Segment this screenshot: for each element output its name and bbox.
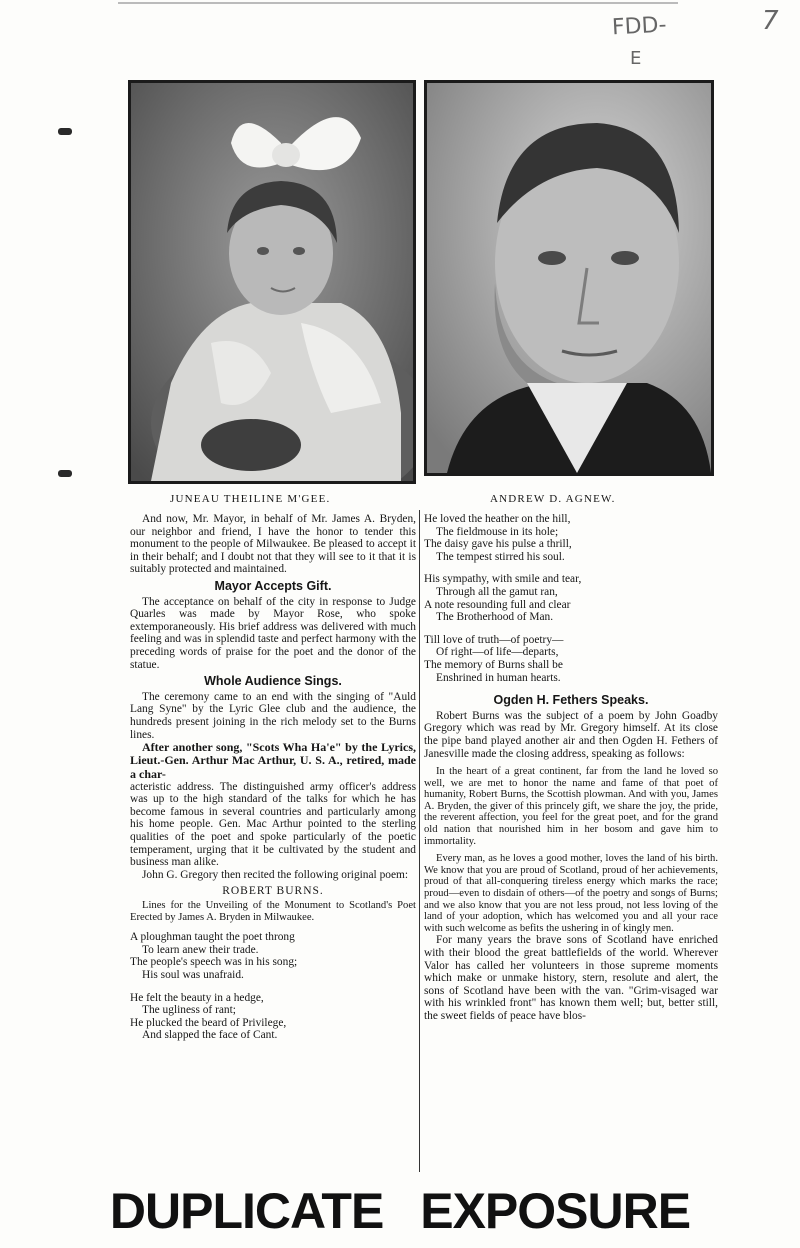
handwritten-mark-sub: E: [630, 48, 642, 69]
stamp-word: EXPOSURE: [420, 1183, 691, 1239]
column-divider: [419, 510, 420, 1172]
caption-left-photo: JUNEAU THEILINE M'GEE.: [170, 493, 331, 505]
punch-hole-mark: [58, 128, 72, 135]
poem-line: And slapped the face of Cant.: [142, 1029, 278, 1042]
poem-line: The daisy gave his pulse a thrill,: [424, 538, 572, 551]
poem-stanza: [130, 931, 416, 981]
punch-hole-mark: [58, 470, 72, 477]
poem-title: ROBERT BURNS.: [222, 885, 324, 898]
right-column: [424, 513, 718, 1023]
poem-line: Enshrined in human hearts.: [436, 671, 561, 684]
stamp-word: DUPLICATE: [109, 1183, 384, 1239]
paragraph-speech: In the heart of a great continent, far from the land he loved so well, we are met to honor the name and fame of that poet of humanity, Robert Burns, the Scottish plowman. And with you, James A. Bryden, the giver of this princely gift, we share the joy, the pride, the reverent affection, you feel for the great poet, and for the grand old nation that nourished him in her bosom and gave him to immortality.: [424, 766, 718, 847]
poem-line: The people's speech was in his song;: [130, 956, 298, 969]
photo-man-portrait: [424, 80, 714, 476]
poem-stanza: [424, 513, 718, 563]
paragraph-bold: After another song, "Scots Wha Ha'e" by the Lyrics, Lieut.-Gen. Arthur Mac Arthur, U. S. A., retired, made a char-: [130, 740, 416, 781]
top-rule: [118, 2, 678, 4]
left-column: [130, 513, 416, 1052]
poem-line: A ploughman taught the poet throng: [130, 931, 295, 944]
poem-line: He plucked the beard of Privilege,: [130, 1016, 287, 1029]
poem-line: To learn anew their trade.: [142, 943, 259, 956]
paragraph: The ceremony came to an end with the singing of "Auld Lang Syne" by the Lyric Glee club and the audience, the hundreds present joining in the rich melody set to the Burns lines.: [130, 690, 416, 741]
poem-line: The tempest stirred his soul.: [436, 550, 565, 563]
photo-girl-image: [131, 83, 413, 481]
poem-stanza: [130, 992, 416, 1042]
poem-line: He felt the beauty in a hedge,: [130, 991, 264, 1004]
poem-line: The Brotherhood of Man.: [436, 611, 554, 624]
poem-subtitle: Lines for the Unveiling of the Monument to Scotland's Poet Erected by James A. Bryden in Milwaukee.: [130, 900, 416, 923]
poem-stanza: [424, 634, 718, 684]
caption-right-photo: ANDREW D. AGNEW.: [490, 493, 616, 505]
poem-line: His soul was unafraid.: [142, 969, 244, 982]
photo-girl-portrait: [128, 80, 416, 484]
duplicate-exposure-stamp: [0, 1182, 800, 1240]
paragraph: The acceptance on behalf of the city in response to Judge Quarles was made by Mayor Rose, who spoke extemporaneously. His brief address was delivered with much feeling and was in splendid taste and perfect harmony with the preceding words of praise for the poet and the donor of the statue.: [130, 595, 416, 671]
paragraph-speech: For many years the brave sons of Scotland have enriched with their blood the great battlefields of the world. Wherever Valor has called her volunteers in those supreme moments which make or unmake history, stern, resolute and alert, the sons of Scotland have been with the van. "Grim-visaged war with his wrinkled front" has known them well; but, better still, the sweet fields of peace have blos-: [424, 934, 718, 1022]
handwritten-page-number: 7: [762, 6, 779, 36]
poem-line: The ugliness of rant;: [142, 1004, 236, 1017]
poem-line: The memory of Burns shall be: [424, 658, 563, 671]
poem-line: He loved the heather on the hill,: [424, 513, 571, 525]
section-heading: Mayor Accepts Gift.: [214, 578, 332, 593]
poem-line: His sympathy, with smile and tear,: [424, 573, 582, 586]
paragraph: acteristic address. The distinguished army officer's address was up to the high standard of the talks for which he has become famous in several countries and particularly among his home people. Gen. Mac Arthur pointed to the sterling qualities of the poet and spoke particularly of the poetic temperament, urging that it be cultivated by the student and business man alike.: [130, 780, 416, 869]
section-heading: Whole Audience Sings.: [204, 674, 342, 689]
paragraph: Robert Burns was the subject of a poem by John Goadby Gregory which was read by Mr. Gregory himself. At its close the pipe band played another air and then Ogden H. Fethers of Janesville made the closing address, speaking as follows:: [424, 709, 718, 760]
section-heading: Ogden H. Fethers Speaks.: [493, 693, 649, 708]
poem-stanza: [424, 573, 718, 623]
poem-line: Of right—of life—departs,: [436, 646, 559, 659]
photo-man-image: [427, 83, 711, 473]
paragraph: And now, Mr. Mayor, in behalf of Mr. James A. Bryden, our neighbor and friend, I have the honor to tender this monument to the people of Milwaukee. Be pleased to accept it in their behalf; and I doubt not that they will see to it that it is suitably protected and maintained.: [130, 513, 416, 576]
handwritten-mark: FDD-: [611, 12, 668, 41]
paragraph: John G. Gregory then recited the following original poem:: [142, 868, 409, 881]
poem-line: A note resounding full and clear: [424, 598, 571, 611]
poem-line: The fieldmouse in its hole;: [436, 525, 559, 538]
paragraph-speech: Every man, as he loves a good mother, loves the land of his birth. We know that you are proud of Scotland, proud of her achievements, proud of that all-conquering tireless energy which marks the race; proud—even to disdain of others—of the poetry and songs of Burns; and we also know that you are not less proud, not less loving of the land of your adoption, which has welcomed you and all your race with such welcome as befits the ushering in of kingly men.: [424, 853, 718, 934]
poem-line: Till love of truth—of poetry—: [424, 633, 564, 646]
poem-line: Through all the gamut ran,: [436, 585, 558, 598]
